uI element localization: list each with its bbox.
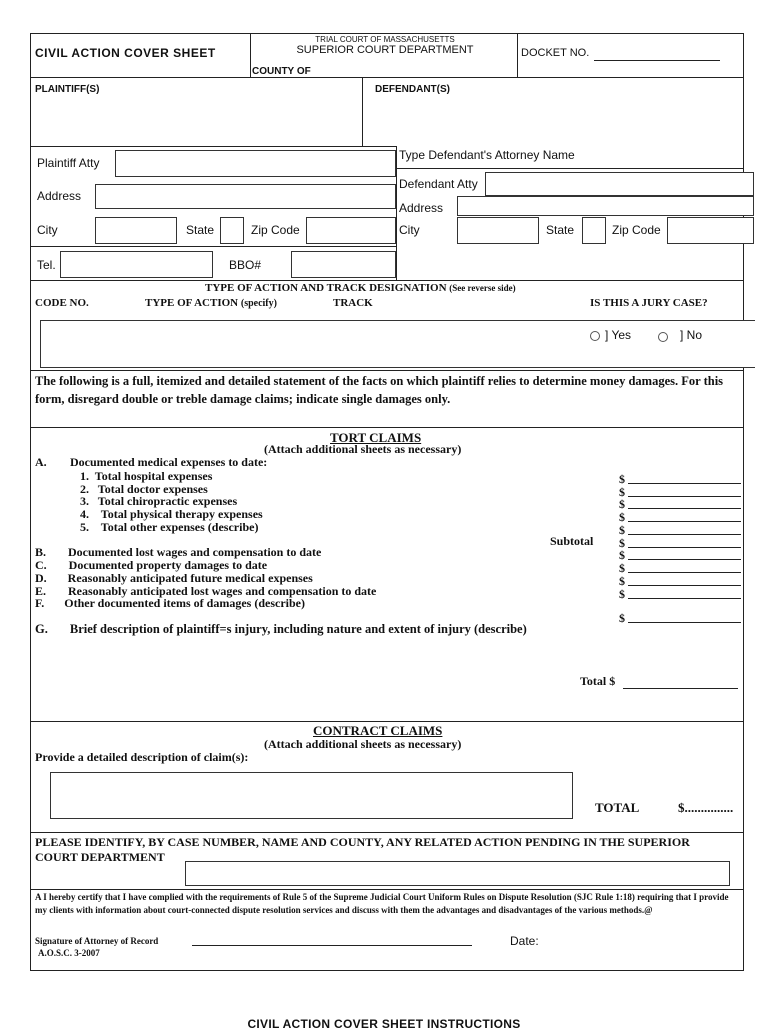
plaintiff-name-field[interactable] — [36, 98, 356, 142]
county-label: COUNTY OF — [252, 66, 311, 77]
docket-label: DOCKET NO. — [521, 47, 590, 59]
code-no-label: CODE NO. — [35, 297, 89, 309]
contract-total-field[interactable]: $............... — [678, 800, 734, 815]
tort-e: E. Reasonably anticipated lost wages and compensation to date — [35, 584, 377, 598]
contract-provide-label: Provide a detailed description of claim(s): — [35, 750, 249, 764]
tort-c: C. Documented property damages to date — [35, 558, 268, 572]
tort-d: D. Reasonably anticipated future medical expenses — [35, 571, 313, 585]
amount-other[interactable]: $ — [619, 521, 625, 539]
certification-text: A I hereby certify that I have complied with the requirements of Rule 5 of the Supreme Judicial Court Uniform Rules on Dispute Resolution (SJC Rule 1:18) requiring that I provide my clients with information about court-connected dispute resolution services and discuss with them the advantages and disadvantages of the various methods.@ — [35, 892, 729, 915]
action-entry-field[interactable] — [40, 320, 755, 368]
amount-doctor[interactable]: $ — [619, 483, 625, 501]
defendant-address-field[interactable] — [457, 196, 754, 216]
plaintiff-city-field[interactable] — [95, 217, 177, 244]
form-number: A.O.S.C. 3-2007 — [38, 948, 100, 958]
jury-no-radio[interactable] — [658, 332, 668, 342]
tort-a-text: Documented medical expenses to date: — [70, 455, 268, 469]
plaintiff-zip-field[interactable] — [306, 217, 396, 244]
type-of-action-label: TYPE OF ACTION (specify) — [145, 297, 277, 309]
amount-subtotal[interactable]: $ — [619, 534, 625, 552]
plaintiff-zip-label: Zip Code — [251, 223, 300, 237]
contract-attach-note: (Attach additional sheets as necessary) — [264, 737, 462, 751]
tort-total[interactable]: Total $ — [580, 674, 615, 689]
plaintiff-atty-field[interactable] — [115, 150, 396, 177]
docket-number-field[interactable] — [594, 47, 720, 61]
amount-physical-therapy[interactable]: $ — [619, 508, 625, 526]
defendant-city-label: City — [399, 223, 420, 237]
amount-other-items[interactable]: $ — [619, 609, 625, 627]
plaintiff-address-field[interactable] — [95, 184, 396, 209]
plaintiff-tel-field[interactable] — [60, 251, 213, 278]
tort-item-3: 3. Total chiropractic expenses — [80, 494, 238, 508]
tort-item-2: 2. Total doctor expenses — [80, 482, 208, 496]
plaintiff-state-field[interactable] — [220, 217, 244, 244]
related-action-field[interactable] — [185, 861, 730, 886]
defendant-label: DEFENDANT(S) — [375, 84, 450, 95]
damages-statement: The following is a full, itemized and detailed statement of the facts on which plaintiff relies to determine money damages. For this form, disregard double or treble damage claims; indicate single damages only. — [35, 374, 724, 406]
amount-future-wages[interactable]: $ — [619, 585, 625, 603]
amount-hospital[interactable]: $ — [619, 470, 625, 488]
signature-label: Signature of Attorney of Record — [35, 936, 159, 946]
plaintiff-city-label: City — [37, 223, 58, 237]
instructions-title: CIVIL ACTION COVER SHEET INSTRUCTIONS — [247, 1017, 521, 1031]
plaintiff-label: PLAINTIFF(S) — [35, 84, 100, 95]
jury-yes-radio[interactable] — [590, 331, 600, 341]
tort-item-4: 4. Total physical therapy expenses — [80, 507, 263, 521]
defendant-atty-field[interactable] — [485, 172, 754, 196]
tort-subtotal-label: Subtotal — [550, 534, 594, 548]
defendant-atty-label: Defendant Atty — [399, 177, 478, 191]
defendant-state-label: State — [546, 223, 575, 237]
defendant-name-field[interactable] — [370, 98, 738, 142]
tort-attach-note: (Attach additional sheets as necessary) — [264, 442, 462, 456]
jury-question: IS THIS A JURY CASE? — [590, 297, 708, 309]
tort-claims-title: TORT CLAIMS — [330, 430, 422, 445]
form-title: CIVIL ACTION COVER SHEET — [35, 46, 216, 60]
type-defendant-atty-label: Type Defendant's Attorney Name — [399, 148, 575, 162]
contract-description-field[interactable] — [50, 772, 573, 819]
amount-lost-wages[interactable]: $ — [619, 546, 625, 564]
amount-property[interactable]: $ — [619, 559, 625, 577]
amount-future-medical[interactable]: $ — [619, 572, 625, 590]
court-name-line1: TRIAL COURT OF MASSACHUSETTS — [315, 35, 455, 44]
plaintiff-atty-label: Plaintiff Atty — [37, 156, 100, 170]
tort-b: B. Documented lost wages and compensation to date — [35, 545, 322, 559]
defendant-state-field[interactable] — [582, 217, 606, 244]
contract-total-label: TOTAL — [595, 800, 640, 815]
tort-item-1: 1. Total hospital expenses — [80, 469, 213, 483]
court-name-line2: SUPERIOR COURT DEPARTMENT — [296, 44, 474, 56]
plaintiff-state-label: State — [186, 223, 215, 237]
date-label: Date: — [510, 934, 539, 948]
defendant-address-label: Address — [399, 201, 444, 215]
jury-yes-label: ] Yes — [605, 328, 632, 342]
tort-item-5: 5. Total other expenses (describe) — [80, 520, 259, 534]
tort-a-letter: A. — [35, 455, 47, 469]
plaintiff-bbo-label: BBO# — [229, 258, 262, 272]
track-label: TRACK — [333, 297, 373, 309]
amount-chiropractic[interactable]: $ — [619, 495, 625, 513]
contract-claims-title: CONTRACT CLAIMS — [313, 723, 443, 738]
defendant-zip-field[interactable] — [667, 217, 754, 244]
defendant-city-field[interactable] — [457, 217, 539, 244]
tort-g: G. Brief description of plaintiff=s injury, including nature and extent of injury (describe) — [35, 622, 527, 636]
related-action-label: PLEASE IDENTIFY, BY CASE NUMBER, NAME AND COUNTY, ANY RELATED ACTION PENDING IN THE SUPERIOR COURT DEPARTMENT — [35, 835, 690, 864]
plaintiff-bbo-field[interactable] — [291, 251, 396, 278]
jury-no-label: ] No — [680, 328, 703, 342]
plaintiff-address-label: Address — [37, 189, 82, 203]
signature-field[interactable] — [192, 935, 472, 946]
plaintiff-tel-label: Tel. — [37, 258, 56, 272]
defendant-zip-label: Zip Code — [612, 223, 661, 237]
tort-f: F. Other documented items of damages (describe) — [35, 596, 305, 610]
action-heading: TYPE OF ACTION AND TRACK DESIGNATION (See reverse side) — [205, 282, 516, 294]
